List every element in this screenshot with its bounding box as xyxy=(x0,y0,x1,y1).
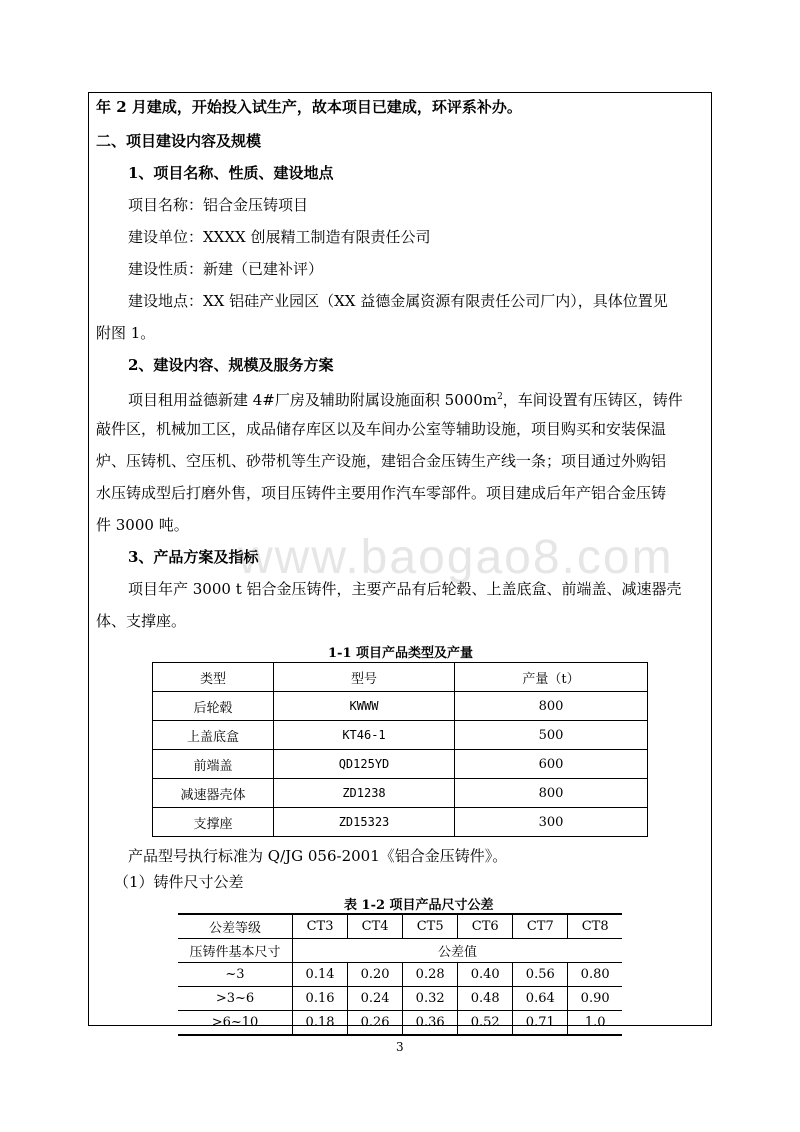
table-cell: 0.16 xyxy=(293,987,348,1011)
content-line2: 敲件区，机械加工区，成品储存库区以及车间办公室等辅助设施，项目购买和安装保温 xyxy=(96,420,667,438)
table-cell: 0.32 xyxy=(403,987,458,1011)
header-cell: CT4 xyxy=(348,914,403,939)
table-cell: 减速器壳体 xyxy=(153,779,274,808)
product-line1: 项目年产 3000 t 铝合金压铸件，主要产品有后轮毂、上盖底盒、前端盖、减速器壳 xyxy=(128,580,682,598)
table-row xyxy=(153,779,648,808)
sub3-heading: 3、产品方案及指标 xyxy=(128,548,259,566)
tolerance-table xyxy=(178,913,622,1036)
table-cell: 800 xyxy=(455,692,648,721)
header-cell: 公差等级 xyxy=(178,914,293,939)
table-cell: 支撑座 xyxy=(153,808,274,837)
table-row xyxy=(153,808,648,837)
table-row xyxy=(153,692,648,721)
header-cell: 产量（t） xyxy=(455,663,648,692)
header-cell: 型号 xyxy=(274,663,455,692)
nature: 建设性质：新建（已建补评） xyxy=(128,260,324,278)
table-header-row xyxy=(178,914,622,939)
table-cell: KT46-1 xyxy=(274,721,455,750)
table-cell: 后轮毂 xyxy=(153,692,274,721)
table2-caption: 表 1-2 项目产品尺寸公差 xyxy=(344,898,494,913)
tolerance-heading: （1）铸件尺寸公差 xyxy=(114,873,244,891)
table-row xyxy=(178,1011,622,1036)
page-number: 3 xyxy=(396,1040,404,1054)
table-cell: 0.28 xyxy=(403,963,458,987)
table-cell: 0.20 xyxy=(348,963,403,987)
table-cell: 0.14 xyxy=(293,963,348,987)
content-line5: 件 3000 吨。 xyxy=(96,516,189,534)
table-cell: 0.52 xyxy=(458,1011,513,1036)
table-cell: >3~6 xyxy=(178,987,293,1011)
table-cell: 500 xyxy=(455,721,648,750)
project-name: 项目名称：铝合金压铸项目 xyxy=(128,196,309,214)
table-row xyxy=(178,963,622,987)
header-cell: 类型 xyxy=(153,663,274,692)
location-line2: 附图 1。 xyxy=(96,324,156,342)
table-cell: 800 xyxy=(455,779,648,808)
table-row xyxy=(178,987,622,1011)
header-cell: CT3 xyxy=(293,914,348,939)
table1-caption: 1-1 项目产品类型及产量 xyxy=(328,646,474,661)
continued-line: 年 2 月建成，开始投入试生产，故本项目已建成，环评系补办。 xyxy=(96,98,522,116)
table-cell: 600 xyxy=(455,750,648,779)
table-cell: 0.36 xyxy=(403,1011,458,1036)
sub2-heading: 2、建设内容、规模及服务方案 xyxy=(128,356,334,374)
table-cell: 0.90 xyxy=(568,987,622,1011)
header-cell: CT7 xyxy=(513,914,568,939)
table-cell: QD125YD xyxy=(274,750,455,779)
table-cell: 300 xyxy=(455,808,648,837)
content-line1: 项目租用益德新建 4#厂房及辅助附属设施面积 $5000m^2$，车间设置有压铸区，铸件 xyxy=(128,391,683,409)
content-line4: 水压铸成型后打磨外售，项目压铸件主要用作汽车零部件。项目建成后年产铝合金压铸 xyxy=(96,484,667,502)
table-header-row xyxy=(153,663,648,692)
table-cell: >6~10 xyxy=(178,1011,293,1036)
builder: 建设单位：XXXX 创展精工制造有限责任公司 xyxy=(128,228,431,246)
location-line1: 建设地点：XX 铝硅产业园区（XX 益德金属资源有限责任公司厂内），具体位置见 xyxy=(128,292,668,310)
table-cell: ~3 xyxy=(178,963,293,987)
table-cell: 0.80 xyxy=(568,963,622,987)
table-cell: KWWW xyxy=(274,692,455,721)
header-cell: CT6 xyxy=(458,914,513,939)
table-cell: 1.0 xyxy=(568,1011,622,1036)
table-cell: ZD1238 xyxy=(274,779,455,808)
table-row xyxy=(153,750,648,779)
sub1-heading: 1、项目名称、性质、建设地点 xyxy=(128,164,334,182)
table-cell: 前端盖 xyxy=(153,750,274,779)
watermark: www.baogao8.com xyxy=(238,531,674,584)
header-cell: 压铸件基本尺寸 xyxy=(178,939,293,963)
table-cell: 0.40 xyxy=(458,963,513,987)
product-line2: 体、支撑座。 xyxy=(96,612,187,630)
header-cell: CT8 xyxy=(568,914,622,939)
table-cell: 上盖底盒 xyxy=(153,721,274,750)
table-cell: 0.48 xyxy=(458,987,513,1011)
header-cell: 公差值 xyxy=(293,939,623,963)
table-row xyxy=(153,721,648,750)
standard-line: 产品型号执行标准为 Q/JG 056-2001《铝合金压铸件》。 xyxy=(128,847,508,865)
table-cell: 0.18 xyxy=(293,1011,348,1036)
table-cell: 0.71 xyxy=(513,1011,568,1036)
table-cell: 0.26 xyxy=(348,1011,403,1036)
table-subheader-row xyxy=(178,939,622,963)
table-cell: 0.56 xyxy=(513,963,568,987)
content-line3: 炉、压铸机、空压机、砂带机等生产设施，建铝合金压铸生产线一条；项目通过外购铝 xyxy=(96,452,667,470)
table-cell: 0.24 xyxy=(348,987,403,1011)
header-cell: CT5 xyxy=(403,914,458,939)
table-cell: ZD15323 xyxy=(274,808,455,837)
table-cell: 0.64 xyxy=(513,987,568,1011)
product-table xyxy=(152,662,648,837)
section2-heading: 二、项目建设内容及规模 xyxy=(96,132,262,150)
